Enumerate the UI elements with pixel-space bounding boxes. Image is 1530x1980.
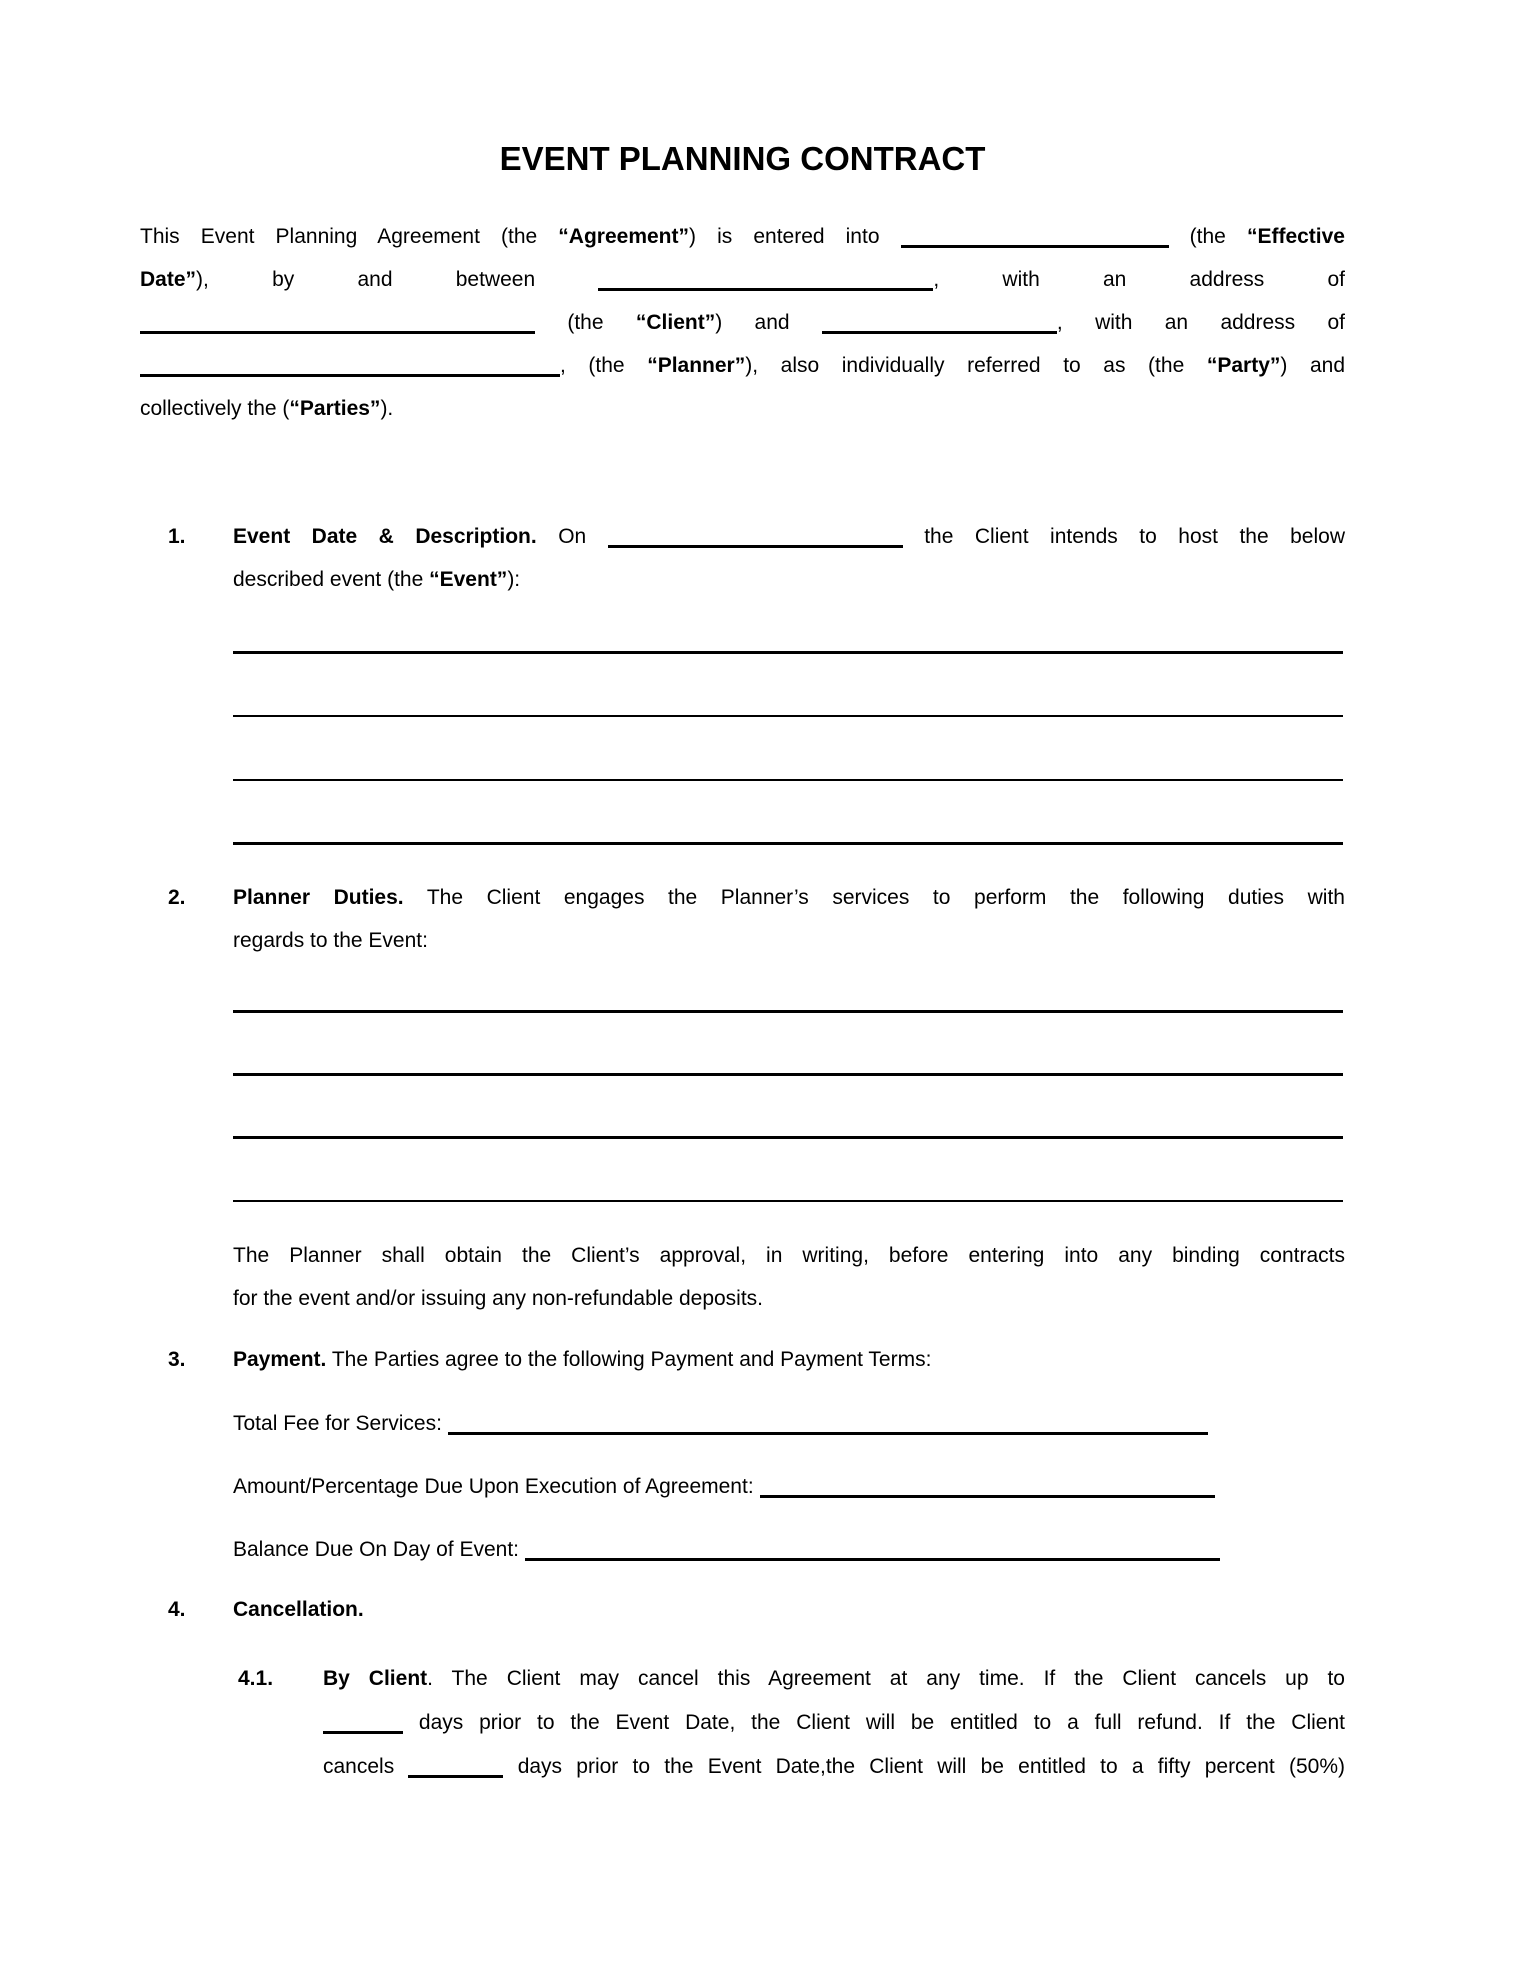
text-segment: The Client engages the Planner’s services to perform the following duties with [403,886,1345,909]
fill-in-blank [408,1775,503,1778]
text-line [140,301,1345,344]
bold-text-segment: “Effective [1246,225,1345,248]
ruled-line [233,1200,1343,1202]
text-line [233,1588,1345,1631]
text-segment: ) and [715,311,822,334]
text-segment: the Client intends to host the below [902,525,1345,548]
text-segment: described event (the [233,568,430,591]
text-line [233,558,1345,601]
text-segment: collectively the ( [140,397,290,420]
ruled-line [233,842,1343,845]
text-segment: cancels [323,1755,409,1778]
text-line [233,515,1345,558]
text-segment: ) is entered into [689,225,901,248]
text-line [233,1338,1345,1381]
section-body [233,515,1345,601]
text-line [233,876,1345,919]
text-segment: (the [1168,225,1247,248]
bold-text-segment: “Planner” [647,354,746,377]
text-line [140,215,1345,258]
text-segment: , with an address of [1056,311,1345,334]
fill-in-blank [901,245,1169,248]
text-line [233,1234,1345,1277]
text-segment: The Parties agree to the following Payment and Payment Terms: [326,1348,932,1371]
text-line [140,387,1345,430]
text-segment: ), also individually referred to as (the [745,354,1207,377]
ruled-line [233,1136,1343,1139]
section-number: 3. [168,1348,186,1371]
text-segment: ): [507,568,521,591]
fill-in-blank [140,331,535,334]
planner-approval-note [233,1234,1345,1320]
section-planner-duties [140,876,1345,962]
subsection-body [323,1657,1345,1789]
text-segment: days prior to the Event Date, the Client will be entitled to a full refund. If the Client [403,1711,1345,1734]
fill-in-blank [448,1432,1208,1435]
text-segment: On [536,525,608,548]
fill-in-blank [822,331,1057,334]
text-segment: days prior to the Event Date,the Client will be entitled to a fifty percent (50%) [503,1755,1346,1778]
section-cancellation [140,1588,1345,1631]
text-segment: ), by and between [196,268,599,291]
text-line [323,1657,1345,1701]
bold-text-segment: “Party” [1206,354,1281,377]
fill-in-blank [598,288,933,291]
text-segment: (the [535,311,636,334]
bold-text-segment: By Client [323,1667,428,1690]
section-body [233,1588,1345,1631]
fill-in-blank [608,545,903,548]
text-segment: The Planner shall obtain the Client’s approval, in writing, before entering into any binding contracts [233,1244,1345,1267]
bold-text-segment: Date” [140,268,197,291]
ruled-line [233,1010,1343,1013]
text-segment: , with an address of [933,268,1345,291]
intro-paragraph [140,215,1345,430]
subsection-by-client [140,1657,1345,1789]
ruled-line [233,651,1343,654]
text-segment: Balance Due On Day of Event: [233,1538,525,1561]
text-line [323,1745,1345,1789]
ruled-line [233,715,1343,717]
fill-in-blank [140,374,560,377]
section-number: 1. [168,525,186,548]
section-body [233,876,1345,962]
fill-in-blank [323,1731,403,1734]
ruled-line [233,779,1343,781]
ruled-line [233,1073,1343,1076]
text-segment: , (the [560,354,648,377]
fill-in-blank [525,1558,1220,1561]
text-segment: This Event Planning Agreement (the [140,225,559,248]
bold-text-segment: Cancellation. [233,1598,364,1621]
text-line [233,919,1345,962]
text-line [233,1277,1345,1320]
text-segment: ) and [1280,354,1345,377]
text-line [323,1701,1345,1745]
bold-text-segment: “Event” [429,568,508,591]
text-segment: . The Client may cancel this Agreement at any time. If the Client cancels up to [427,1667,1345,1690]
text-line [140,258,1345,301]
section-number: 2. [168,886,186,909]
subsection-number: 4.1. [238,1667,274,1690]
section-event-date-description [140,515,1345,601]
text-segment: Total Fee for Services: [233,1412,448,1435]
payment-row-total-fee [233,1402,1345,1445]
bold-text-segment: “Agreement” [558,225,689,248]
text-segment: for the event and/or issuing any non-refundable deposits. [233,1287,764,1310]
text-segment: Amount/Percentage Due Upon Execution of Agreement: [233,1475,760,1498]
section-number: 4. [168,1598,186,1621]
bold-text-segment: Event Date & Description. [233,525,537,548]
payment-row-amount-due [233,1465,1345,1508]
payment-row-balance-due [233,1528,1345,1571]
text-segment: ). [380,397,394,420]
text-line [140,344,1345,387]
section-body [233,1338,1345,1381]
bold-text-segment: Planner Duties. [233,886,404,909]
section-payment [140,1338,1345,1381]
fill-in-blank [760,1495,1215,1498]
bold-text-segment: “Client” [635,311,716,334]
bold-text-segment: Payment. [233,1348,327,1371]
bold-text-segment: “Parties” [289,397,381,420]
document-title: EVENT PLANNING CONTRACT [499,140,986,177]
text-segment: regards to the Event: [233,929,428,952]
